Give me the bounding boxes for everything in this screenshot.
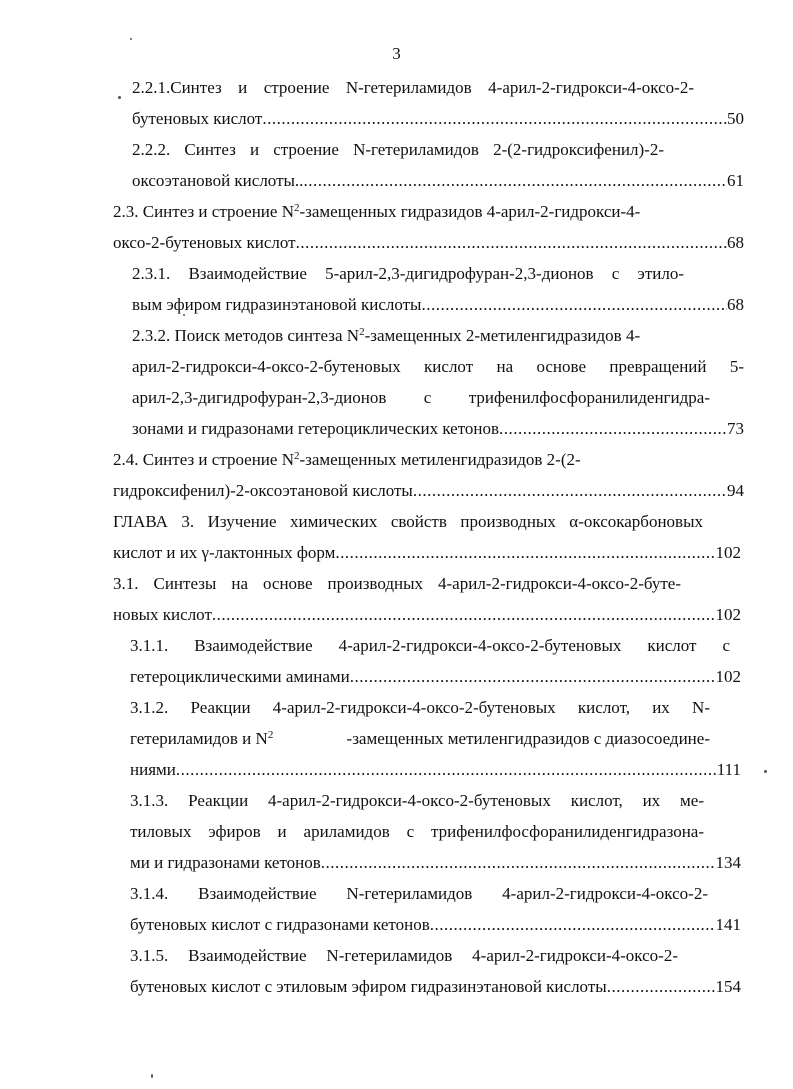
leader-dots bbox=[430, 911, 716, 939]
toc-entry-3-1-1-line-1: 3.1.1. Взаимодействие 4-арил-2-гидрокси-4-оксо-2-бутеновых кислот с bbox=[130, 636, 730, 655]
leader-dots bbox=[421, 291, 727, 319]
scan-speck bbox=[130, 38, 132, 40]
toc-entry-2-3-2-line-2: арил-2-гидрокси-4-оксо-2-бутеновых кислот на основе превращений 5- bbox=[132, 357, 744, 376]
toc-entry-3-1-line-2: новых кислот bbox=[113, 605, 212, 624]
page-number: 3 bbox=[392, 44, 401, 63]
scan-speck bbox=[118, 96, 121, 99]
toc-entry-2-3 bbox=[113, 229, 744, 257]
toc-page-number: 102 bbox=[715, 543, 741, 562]
toc-entry-3-1-5 bbox=[130, 973, 741, 1001]
toc-entry-2-2-1-line-1: 2.2.1.Синтез и строение N-гетериламидов 4-арил-2-гидрокси-4-оксо-2- bbox=[132, 78, 694, 97]
toc-entry-2-3-2 bbox=[132, 415, 744, 443]
toc-entry-3-1-3-line-1: 3.1.3. Реакции 4-арил-2-гидрокси-4-оксо-2-бутеновых кислот, их ме- bbox=[130, 791, 704, 810]
toc-entry-2-3-2-line-4: зонами и гидразонами гетероциклических кетонов bbox=[132, 419, 500, 438]
toc-entry-3-1-5-line-1: 3.1.5. Взаимодействие N-гетериламидов 4-арил-2-гидрокси-4-оксо-2- bbox=[130, 946, 678, 965]
toc-entry-3-1-line-1: 3.1. Синтезы на основе производных 4-арил-2-гидрокси-4-оксо-2-буте- bbox=[113, 574, 681, 593]
toc-entry-2-3-1-line-2: вым эфиром гидразинэтановой кислоты bbox=[132, 295, 422, 314]
scan-speck bbox=[764, 770, 767, 773]
toc-entry-2-4-line-2: гидроксифенил)-2-оксоэтановой кислоты bbox=[113, 481, 413, 500]
toc-entry-3-1-2-line-3: ниями bbox=[130, 760, 176, 779]
leader-dots bbox=[413, 477, 727, 505]
toc-chapter-3-line-2: кислот и их γ-лактонных форм bbox=[113, 543, 336, 562]
toc-chapter-3-line-1: ГЛАВА 3. Изучение химических свойств производных α-оксокарбоновых bbox=[113, 512, 703, 531]
toc-page-number: 134 bbox=[715, 853, 741, 872]
toc-entry-2-2-2 bbox=[132, 167, 744, 195]
toc-entry-2-3-2-line-1: 2.3.2. Поиск методов синтеза $N^2$-замещенных 2-метиленгидразидов 4- bbox=[132, 326, 641, 345]
toc-entry-3-1-2-line-1: 3.1.2. Реакции 4-арил-2-гидрокси-4-оксо-2-бутеновых кислот, их N- bbox=[130, 698, 710, 717]
toc-page-number: 68 bbox=[727, 233, 744, 252]
toc-entry-3-1-4 bbox=[130, 911, 741, 939]
toc-entry-3-1-2 bbox=[130, 756, 741, 784]
toc-entry-2-2-2-line-2: оксоэтановой кислоты.. bbox=[132, 171, 304, 190]
toc-page-number: 94 bbox=[727, 481, 744, 500]
toc-entry-2-4 bbox=[113, 477, 744, 505]
toc-entry-2-2-1 bbox=[132, 105, 744, 133]
toc-entry-3-1-3-line-2: тиловых эфиров и ариламидов с трифенилфосфоранилиденгидразона- bbox=[130, 822, 704, 841]
leader-dots bbox=[303, 167, 727, 195]
toc-chapter-3 bbox=[113, 539, 741, 567]
toc-page-number: 61 bbox=[727, 171, 744, 190]
scan-speck bbox=[151, 1074, 153, 1078]
toc-page-number: 50 bbox=[727, 109, 744, 128]
leader-dots bbox=[350, 663, 716, 691]
toc-page-number: 141 bbox=[715, 915, 741, 934]
toc-entry-3-1 bbox=[113, 601, 741, 629]
toc-entry-3-1-4-line-2: бутеновых кислот с гидразонами кетонов bbox=[130, 915, 430, 934]
toc-entry-2-2-1-line-2: бутеновых кислот bbox=[132, 109, 263, 128]
toc-entry-2-3-2-line-3: арил-2,3-дигидрофуран-2,3-дионов с трифенилфосфоранилиденгидра- bbox=[132, 388, 710, 407]
toc-entry-2-3-1-line-1: 2.3.1. Взаимодействие 5-арил-2,3-дигидрофуран-2,3-дионов с этило- bbox=[132, 264, 684, 283]
toc-entry-3-1-3-line-3: ми и гидразонами кетонов bbox=[130, 853, 321, 872]
leader-dots bbox=[321, 849, 716, 877]
leader-dots bbox=[296, 229, 727, 257]
leader-dots bbox=[335, 539, 715, 567]
leader-dots bbox=[212, 601, 716, 629]
toc-page-number: 68 bbox=[727, 295, 744, 314]
toc-entry-3-1-1-line-2: гетероциклическими аминами bbox=[130, 667, 350, 686]
toc-entry-3-1-4-line-1: 3.1.4. Взаимодействие N-гетериламидов 4-арил-2-гидрокси-4-оксо-2- bbox=[130, 884, 708, 903]
toc-page-number: 154 bbox=[715, 977, 741, 996]
toc-page-number: 73 bbox=[727, 419, 744, 438]
leader-dots bbox=[176, 756, 717, 784]
toc-entry-3-1-2-line-2: гетериламидов и $N^2$ -замещенных метиленгидразидов с диазосоедине- bbox=[130, 729, 710, 748]
leader-dots bbox=[607, 973, 716, 1001]
toc-page-number: 111 bbox=[716, 760, 741, 779]
toc-entry-2-3-line-1: 2.3. Синтез и строение $N^2$-замещенных гидразидов 4-арил-2-гидрокси-4- bbox=[113, 202, 641, 221]
toc-entry-2-3-1 bbox=[132, 291, 744, 319]
scan-speck bbox=[183, 314, 185, 316]
leader-dots bbox=[262, 105, 727, 133]
leader-dots bbox=[499, 415, 727, 443]
toc-entry-2-2-2-line-1: 2.2.2. Синтез и строение N-гетериламидов 2-(2-гидроксифенил)-2- bbox=[132, 140, 664, 159]
toc-page-number: 102 bbox=[715, 667, 741, 686]
toc-entry-2-4-line-1: 2.4. Синтез и строение $N^2$-замещенных метиленгидразидов 2-(2- bbox=[113, 450, 581, 469]
toc-entry-3-1-5-line-2: бутеновых кислот с этиловым эфиром гидразинэтановой кислоты bbox=[130, 977, 607, 996]
toc-entry-3-1-3 bbox=[130, 849, 741, 877]
toc-entry-2-3-line-2: оксо-2-бутеновых кислот bbox=[113, 233, 296, 252]
toc-page-number: 102 bbox=[715, 605, 741, 624]
toc-entry-3-1-1 bbox=[130, 663, 741, 691]
